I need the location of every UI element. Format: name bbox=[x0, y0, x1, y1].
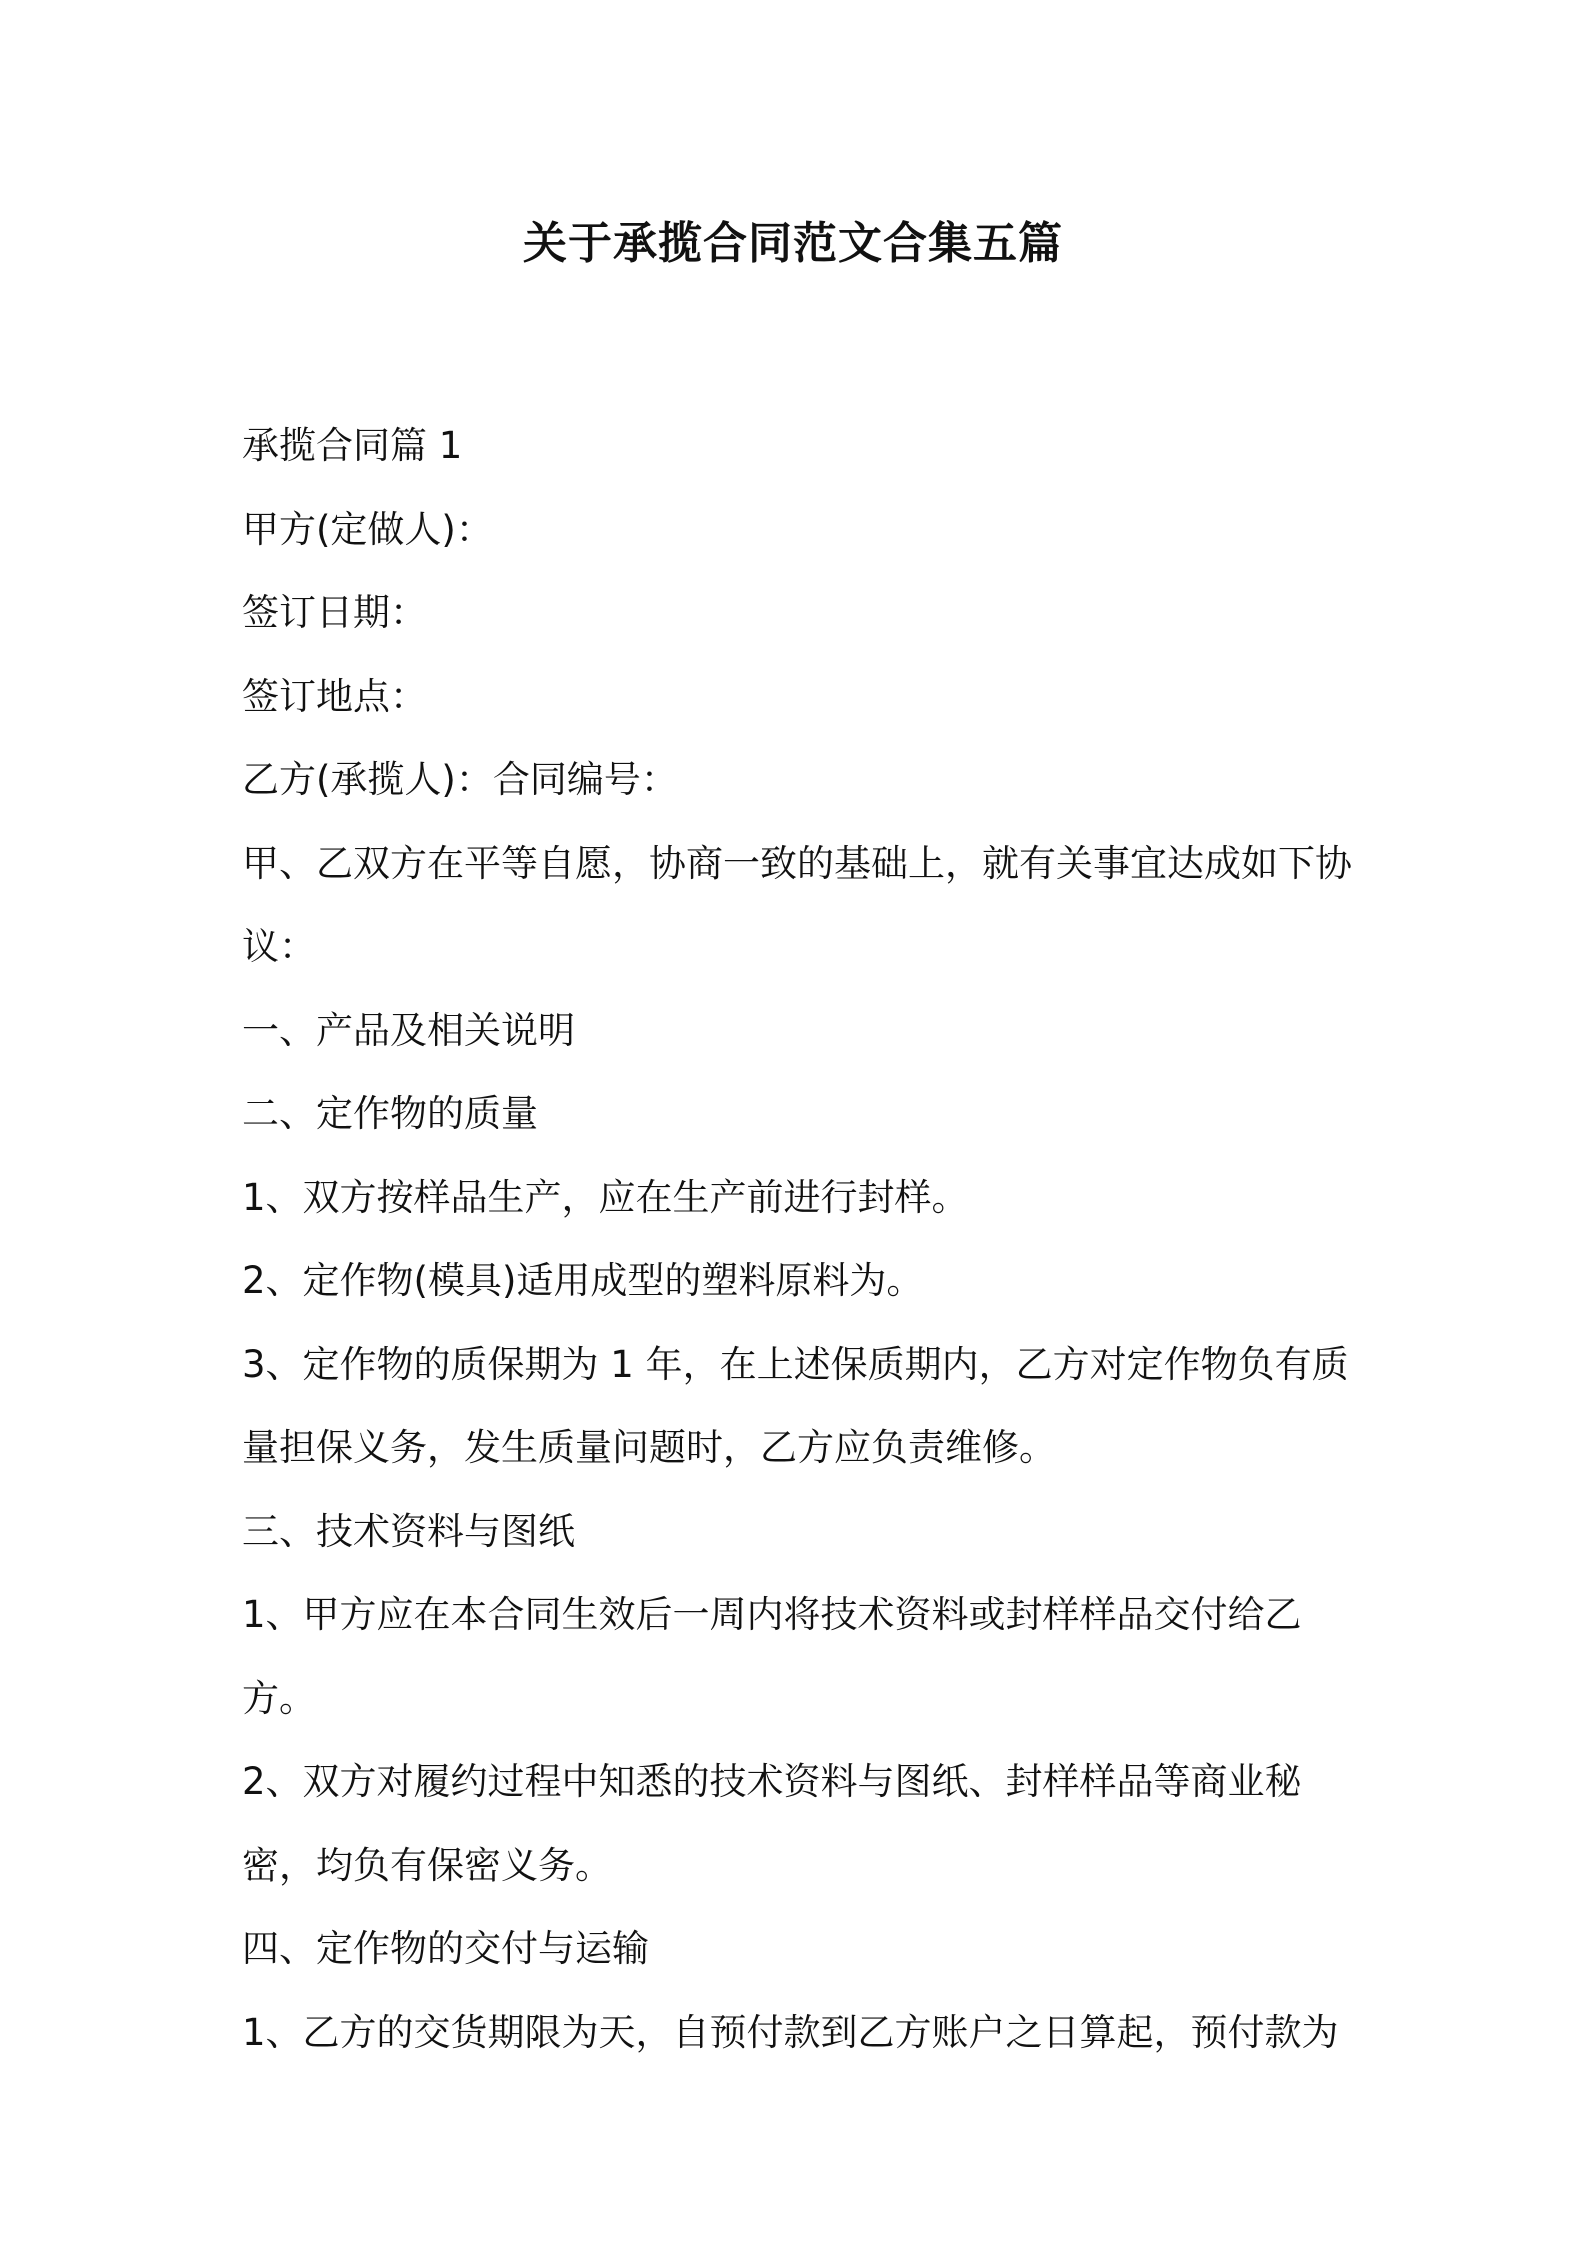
paragraph-item: 1、双方按样品生产，应在生产前进行封样。 bbox=[242, 1175, 969, 1219]
paragraph-party-a: 甲方(定做人)： bbox=[242, 507, 493, 551]
document-title: 关于承揽合同范文合集五篇 bbox=[523, 218, 1063, 269]
paragraph-item: 1、甲方应在本合同生效后一周内将技术资料或封样样品交付给乙方。 bbox=[242, 1593, 1302, 1720]
paragraph-section-heading: 承揽合同篇 1 bbox=[242, 424, 463, 467]
paragraph-agreement-intro: 甲、乙双方在平等自愿，协商一致的基础上，就有关事宜达成如下协议： bbox=[242, 841, 1352, 968]
paragraph-heading-1: 一、产品及相关说明 bbox=[242, 1008, 575, 1052]
paragraph-sign-date: 签订日期： bbox=[242, 591, 427, 634]
paragraph-item: 1、乙方的交货期限为天，自预付款到乙方账户之日算起，预付款为 bbox=[242, 2010, 1339, 2054]
paragraph-heading-4: 四、定作物的交付与运输 bbox=[242, 1927, 649, 1970]
paragraph-heading-2: 二、定作物的质量 bbox=[242, 1092, 538, 1135]
paragraph-party-b: 乙方(承揽人)：合同编号： bbox=[242, 758, 678, 801]
paragraph-heading-3: 三、技术资料与图纸 bbox=[242, 1509, 575, 1553]
paragraph-item: 2、双方对履约过程中知悉的技术资料与图纸、封样样品等商业秘密，均负有保密义务。 bbox=[242, 1760, 1302, 1887]
paragraph-sign-place: 签订地点： bbox=[242, 674, 427, 718]
paragraph-item: 3、定作物的质保期为 1 年，在上述保质期内，乙方对定作物负有质量担保义务，发生质量问题时，乙方应负责维修。 bbox=[242, 1342, 1349, 1469]
document-body bbox=[242, 404, 1372, 2074]
paragraph-item: 2、定作物(模具)适用成型的塑料原料为。 bbox=[242, 1259, 924, 1302]
